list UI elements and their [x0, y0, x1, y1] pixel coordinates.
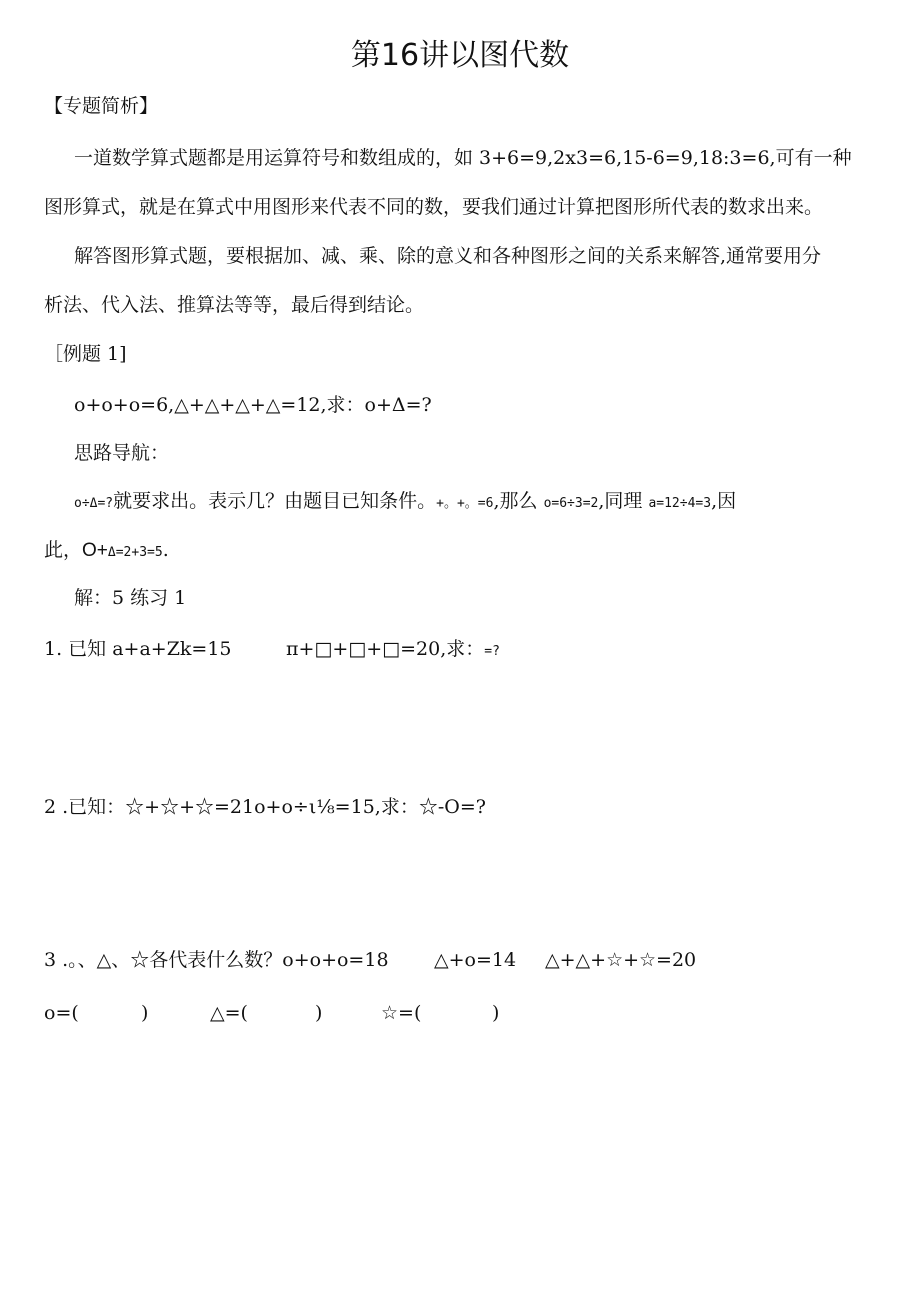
- hint-formula: a=12÷4=3: [648, 496, 712, 511]
- answer-label: △=(: [210, 1002, 248, 1024]
- exercise-1-given: 1. 已知 a+a+Zk=15: [44, 638, 232, 660]
- example-label: ［例题 1]: [44, 343, 127, 365]
- answer-label: ☆=(: [381, 1002, 422, 1024]
- intro-line-2: 图形算式，就是在算式中用图形来代表不同的数，要我们通过计算把图形所代表的数求出来。: [44, 196, 824, 218]
- answer-blank-circle-close: ): [141, 1002, 149, 1024]
- exercise-1-formula: π+□+□+□=20,求：: [286, 638, 485, 660]
- exercise-3-question: 3 .。、△、☆各代表什么数？o+o+o=18: [44, 949, 389, 971]
- hint-text: 就要求出。表示几？由题目已知条件。: [113, 490, 437, 512]
- hint-line-1: [74, 489, 736, 516]
- exercise-3-eq3: △+△+☆+☆=20: [545, 949, 697, 971]
- intro-line-1: 一道数学算式题都是用运算符号和数组成的，如 3+6=9,2x3=6,15-6=9,18:3=6,可有一种: [74, 147, 852, 169]
- hint-text: ,因: [711, 490, 737, 512]
- exercise-2: 2 .已知：☆+☆+☆=21o+o÷ι⅛=15,求：☆-O=?: [44, 796, 486, 818]
- hint-text: 此，: [44, 539, 83, 561]
- intro-line-4: 析法、代入法、推算法等等，最后得到结论。: [44, 294, 425, 316]
- hint-text: ,同理: [598, 490, 649, 512]
- hint-line-2: [44, 538, 169, 565]
- answer-blank-circle[interactable]: [44, 1001, 79, 1025]
- answer-label: o=(: [44, 1002, 79, 1024]
- hint-formula: o÷Δ=?: [74, 496, 114, 511]
- hint-formula: O+: [82, 540, 108, 561]
- answer-blank-triangle[interactable]: [210, 1001, 248, 1025]
- section-heading: 【专题简析】: [44, 95, 159, 117]
- answer-blank-triangle-close: ): [315, 1002, 323, 1024]
- hint-text: ,那么: [493, 490, 544, 512]
- hint-label: 思路导航：: [74, 442, 170, 464]
- hint-formula: Δ=2+3=5: [107, 545, 163, 560]
- answer-blank-star-close: ): [492, 1002, 500, 1024]
- exercise-3-eq2: △+o=14: [434, 949, 517, 971]
- example-answer: 解：5 练习 1: [74, 587, 187, 609]
- answer-blank-star[interactable]: [381, 1001, 421, 1025]
- hint-text: .: [162, 539, 169, 561]
- page-title: 第16讲以图代数: [350, 38, 570, 73]
- exercise-1-question: [286, 637, 500, 664]
- hint-formula: o=6÷3=2: [543, 496, 599, 511]
- intro-line-3: 解答图形算式题，要根据加、减、乘、除的意义和各种图形之间的关系来解答,通常要用分: [74, 245, 822, 267]
- exercise-1-ask: =?: [484, 644, 500, 659]
- example-problem: o+o+o=6,△+△+△+△=12,求：o+Δ=?: [74, 394, 432, 416]
- hint-formula: +。+。=6: [436, 496, 494, 511]
